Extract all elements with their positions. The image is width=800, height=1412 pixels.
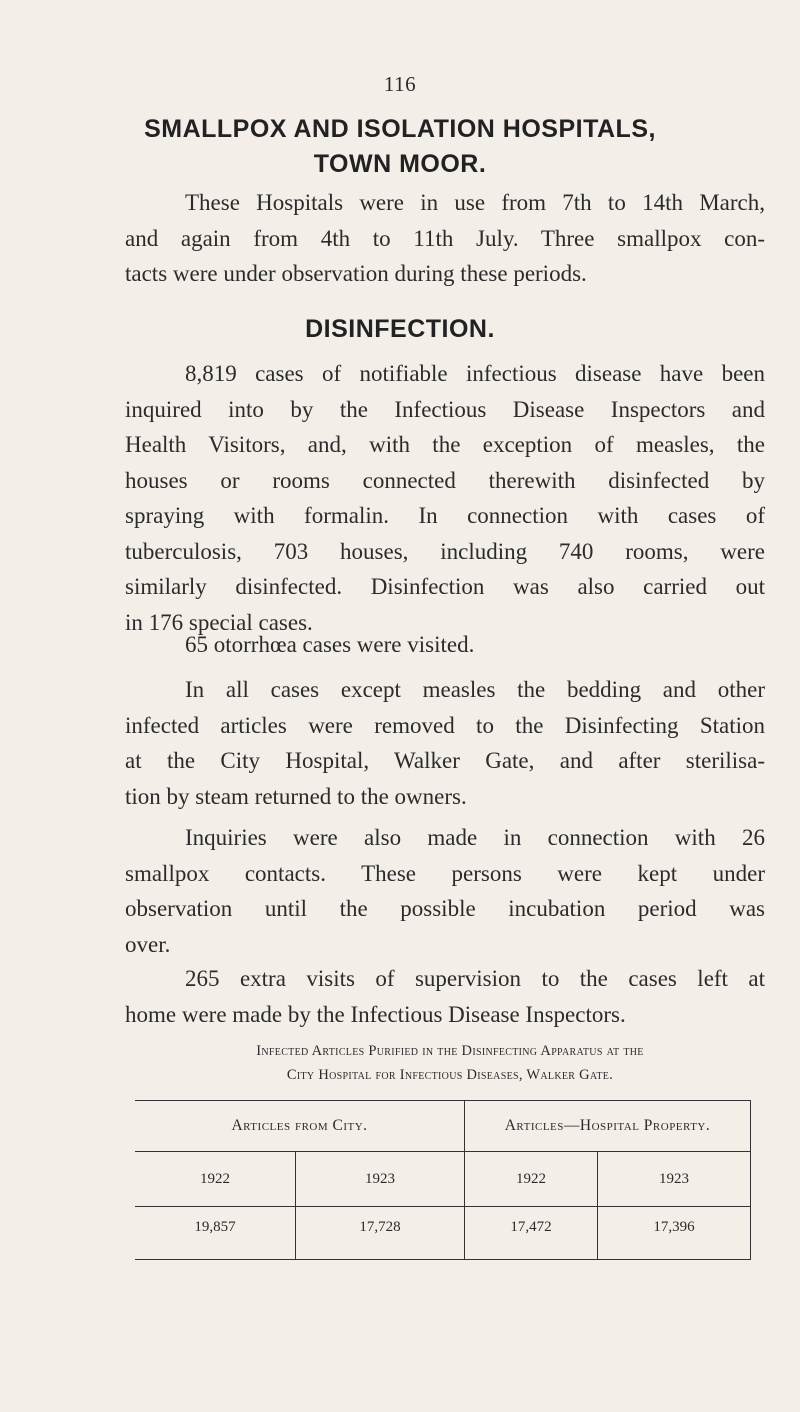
- section-heading-hospitals-line1: SMALLPOX AND ISOLATION HOSPITALS,: [144, 115, 656, 143]
- year-header-hospital-1923: 1923: [598, 1152, 751, 1207]
- text-line: Inquiries were also made in connection with 26: [185, 825, 765, 850]
- section-heading-disinfection: DISINFECTION.: [305, 315, 495, 343]
- text-line: Health Visitors, and, with the exception of measles, the: [125, 432, 765, 457]
- text-line: observation until the possible incubation period was: [125, 896, 765, 921]
- year-header-hospital-1922: 1922: [465, 1152, 598, 1207]
- group-header-articles-from-city: Articles from City.: [135, 1101, 465, 1152]
- text-line: In all cases except measles the bedding and other: [185, 677, 765, 702]
- text-line: home were made by the Infectious Disease Inspectors.: [125, 1001, 626, 1027]
- table-group-header-row: [135, 1101, 751, 1152]
- paragraph-otorrhoea: [125, 627, 765, 663]
- section-heading-hospitals-line2: TOWN MOOR.: [313, 150, 487, 178]
- value-hospital-1922: 17,472: [465, 1207, 598, 1260]
- text-line: over.: [125, 931, 171, 957]
- text-line: in 176 special cases.: [125, 609, 313, 635]
- table-caption-line2: City Hospital for Infectious Diseases, Walker Gate.: [286, 1067, 614, 1083]
- table-row: [135, 1207, 751, 1260]
- text-line: tuberculosis, 703 houses, including 740 rooms, were: [125, 538, 765, 564]
- text-line: spraying with formalin. In connection with cases of: [125, 503, 765, 528]
- paragraph-supervision-visits: [125, 961, 765, 1032]
- value-city-1922: 19,857: [135, 1207, 296, 1260]
- text-line: smallpox contacts. These persons were kept under: [125, 860, 765, 886]
- page-number: 116: [383, 72, 417, 96]
- paragraph-bedding-removal: [125, 672, 765, 814]
- value-city-1923: 17,728: [296, 1207, 465, 1260]
- table-year-row: [135, 1152, 751, 1207]
- table-caption-line1: Infected Articles Purified in the Disinfecting Apparatus at the: [256, 1043, 644, 1059]
- text-line: 265 extra visits of supervision to the cases left at: [185, 966, 765, 991]
- year-header-city-1922: 1922: [135, 1152, 296, 1207]
- text-line: infected articles were removed to the Disinfecting Station: [125, 712, 765, 738]
- disinfected-articles-table: [135, 1100, 751, 1260]
- text-line: similarly disinfected. Disinfection was also carried out: [125, 574, 765, 599]
- text-line: 8,819 cases of notifiable infectious disease have been: [185, 361, 765, 386]
- paragraph-notifiable-cases: [125, 356, 765, 640]
- text-line: tion by steam returned to the owners.: [125, 783, 467, 809]
- text-line: at the City Hospital, Walker Gate, and after sterilisa-: [125, 748, 765, 773]
- paragraph-hospitals-use: [125, 185, 765, 292]
- value-hospital-1923: 17,396: [598, 1207, 751, 1260]
- year-header-city-1923: 1923: [296, 1152, 465, 1207]
- text-line: 65 otorrhœa cases were visited.: [185, 632, 475, 657]
- text-line: tacts were under observation during these periods.: [125, 261, 587, 286]
- text-line: These Hospitals were in use from 7th to 14th March,: [185, 190, 765, 215]
- text-line: and again from 4th to 11th July. Three smallpox con-: [125, 225, 765, 251]
- paragraph-smallpox-contacts: [125, 820, 765, 962]
- group-header-hospital-property: Articles—Hospital Property.: [465, 1101, 751, 1152]
- text-line: houses or rooms connected therewith disinfected by: [125, 467, 765, 493]
- text-line: inquired into by the Infectious Disease Inspectors and: [125, 396, 765, 422]
